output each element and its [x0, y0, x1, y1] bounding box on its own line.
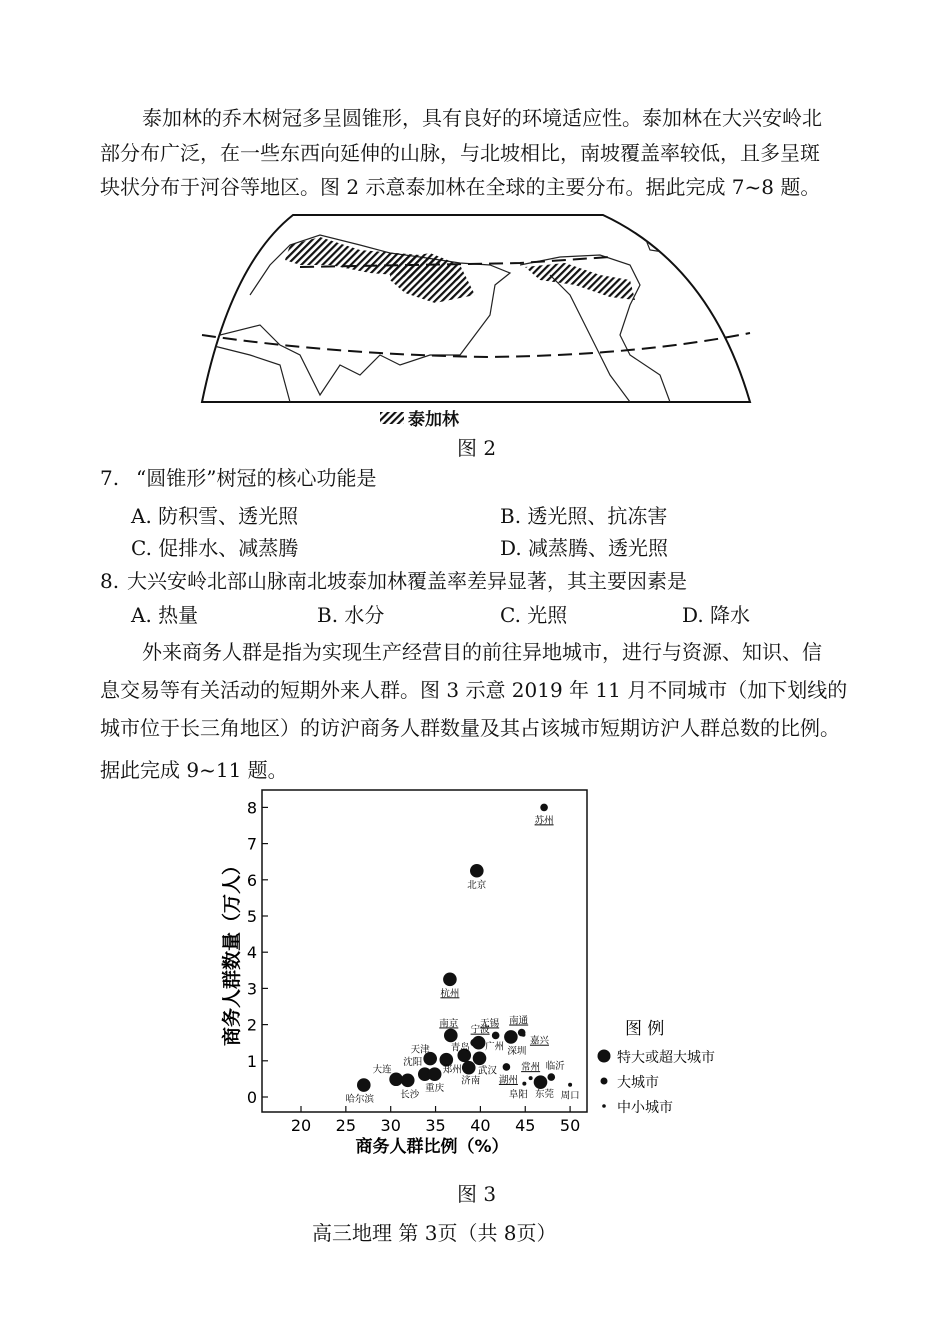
point-label: 天津	[410, 1044, 430, 1056]
data-point	[503, 1063, 511, 1071]
legend-entry-megacity: 特大或超大城市	[617, 1050, 715, 1066]
x-tick-label: 35	[425, 1116, 446, 1135]
map-legend-label: 泰加林	[408, 410, 459, 430]
data-point	[443, 973, 457, 987]
intro2-line-3: 城市位于长三角地区）的访沪商务人群数量及其占该城市短期访沪人群总数的比例。	[100, 716, 840, 740]
point-label: 北京	[467, 879, 487, 891]
data-point	[472, 1036, 486, 1050]
intro2-line-1: 外来商务人群是指为实现生产经营目的前往异地城市，进行与资源、知识、信	[142, 640, 822, 664]
point-label: 哈尔滨	[345, 1094, 375, 1106]
point-label: 长沙	[400, 1089, 420, 1101]
data-point	[504, 1030, 518, 1044]
y-tick-label: 7	[246, 834, 257, 854]
legend-marker-megacity	[598, 1050, 611, 1063]
x-axis-label: 商务人群比例（%）	[355, 1137, 509, 1157]
point-label: 济南	[461, 1075, 481, 1087]
data-point	[534, 1075, 548, 1089]
point-label: 常州	[521, 1062, 541, 1074]
point-label: 郑州	[442, 1064, 462, 1076]
data-point	[568, 1083, 572, 1087]
data-point	[473, 1051, 487, 1065]
point-label: 湖州	[498, 1074, 518, 1086]
point-label: 嘉兴	[529, 1035, 549, 1047]
point-label: 青岛	[450, 1042, 470, 1054]
y-tick-label: 3	[246, 979, 257, 999]
data-point	[357, 1078, 371, 1092]
taiga-world-map	[190, 205, 760, 405]
x-tick-label: 40	[470, 1116, 491, 1135]
point-label: 临沂	[545, 1061, 565, 1073]
x-tick-label: 20	[290, 1116, 312, 1135]
point-label: 重庆	[425, 1083, 445, 1095]
q8-option-d[interactable]: D. 降水	[682, 603, 751, 627]
legend-entry-small-city: 中小城市	[617, 1100, 673, 1116]
data-point	[470, 864, 484, 878]
intro2-line-4: 据此完成 9~11 题。	[100, 758, 288, 782]
data-point	[540, 804, 548, 812]
point-label: 广州	[485, 1041, 505, 1053]
point-label: 苏州	[534, 815, 554, 827]
intro-line-2: 部分布广泛，在一些东西向延伸的山脉，与北坡相比，南坡覆盖率较低，且多呈斑	[100, 141, 820, 165]
legend-entry-large-city: 大城市	[617, 1075, 659, 1091]
data-point	[492, 1032, 500, 1040]
y-tick-label: 8	[246, 798, 257, 818]
data-point	[522, 1082, 526, 1086]
x-tick-label: 25	[335, 1116, 357, 1135]
y-tick-label: 4	[246, 943, 257, 963]
x-tick-label: 50	[559, 1116, 581, 1135]
y-tick-label: 2	[246, 1015, 257, 1035]
page-footer: 高三地理 第 3页（共 8页）	[312, 1221, 557, 1245]
data-point	[521, 1033, 525, 1037]
intro-line-3: 块状分布于河谷等地区。图 2 示意泰加林在全球的主要分布。据此完成 7~8 题。	[100, 175, 821, 199]
y-axis-label: 商务人群数量（万人）	[221, 855, 243, 1047]
q8-option-b[interactable]: B. 水分	[317, 603, 385, 627]
point-label: 无锡	[480, 1018, 500, 1030]
point-label: 周口	[560, 1090, 580, 1102]
q7-stem: “圆锥形”树冠的核心功能是	[136, 466, 377, 490]
x-tick-label: 30	[380, 1116, 401, 1135]
y-tick-label: 0	[246, 1088, 257, 1107]
intro2-line-2: 息交易等有关活动的短期外来人群。图 3 示意 2019 年 11 月不同城市（加下划线的	[100, 678, 848, 702]
y-tick-label: 1	[246, 1051, 257, 1071]
intro-line-1: 泰加林的乔木树冠多呈圆锥形，具有良好的环境适应性。泰加林在大兴安岭北	[142, 106, 822, 130]
q8-option-c[interactable]: C. 光照	[500, 603, 568, 627]
hatch-legend-swatch	[380, 412, 404, 424]
point-label: 南通	[509, 1015, 529, 1027]
data-point	[547, 1073, 555, 1081]
q8-stem: 大兴安岭北部山脉南北坡泰加林覆盖率差异显著，其主要因素是	[127, 569, 687, 593]
data-point	[401, 1074, 415, 1088]
point-label: 南京	[439, 1018, 459, 1030]
point-label: 东莞	[534, 1089, 555, 1101]
x-tick-label: 45	[515, 1116, 536, 1135]
point-label: 沈阳	[403, 1057, 423, 1069]
figure2-caption: 图 2	[457, 436, 497, 460]
q7-option-d[interactable]: D. 减蒸腾、透光照	[500, 536, 669, 560]
figure3-caption: 图 3	[457, 1182, 497, 1206]
point-label: 宁波	[470, 1024, 490, 1036]
data-point	[462, 1061, 476, 1075]
legend-title: 图 例	[625, 1019, 665, 1039]
data-point	[444, 1029, 458, 1043]
point-label: 深圳	[507, 1045, 527, 1057]
q7-option-b[interactable]: B. 透光照、抗冻害	[500, 504, 668, 528]
point-label: 大连	[372, 1064, 392, 1076]
y-tick-label: 5	[246, 907, 257, 926]
q7-option-c[interactable]: C. 促排水、减蒸腾	[131, 536, 299, 560]
y-tick-label: 6	[246, 870, 257, 890]
business-visitor-scatter-chart	[220, 780, 730, 1160]
map-legend	[380, 405, 459, 430]
point-label: 杭州	[440, 988, 460, 1000]
legend-marker-large-city	[601, 1078, 608, 1085]
q8-option-a[interactable]: A. 热量	[131, 603, 199, 627]
q7-option-a[interactable]: A. 防积雪、透光照	[131, 504, 299, 528]
legend-marker-small-city	[602, 1104, 606, 1108]
q8-number: 8.	[100, 569, 120, 593]
data-point	[529, 1076, 533, 1080]
data-point	[428, 1067, 442, 1081]
point-label: 阜阳	[508, 1089, 528, 1101]
point-label: 武汉	[477, 1065, 498, 1077]
map-frame	[202, 215, 750, 402]
q7-number: 7.	[100, 466, 120, 490]
